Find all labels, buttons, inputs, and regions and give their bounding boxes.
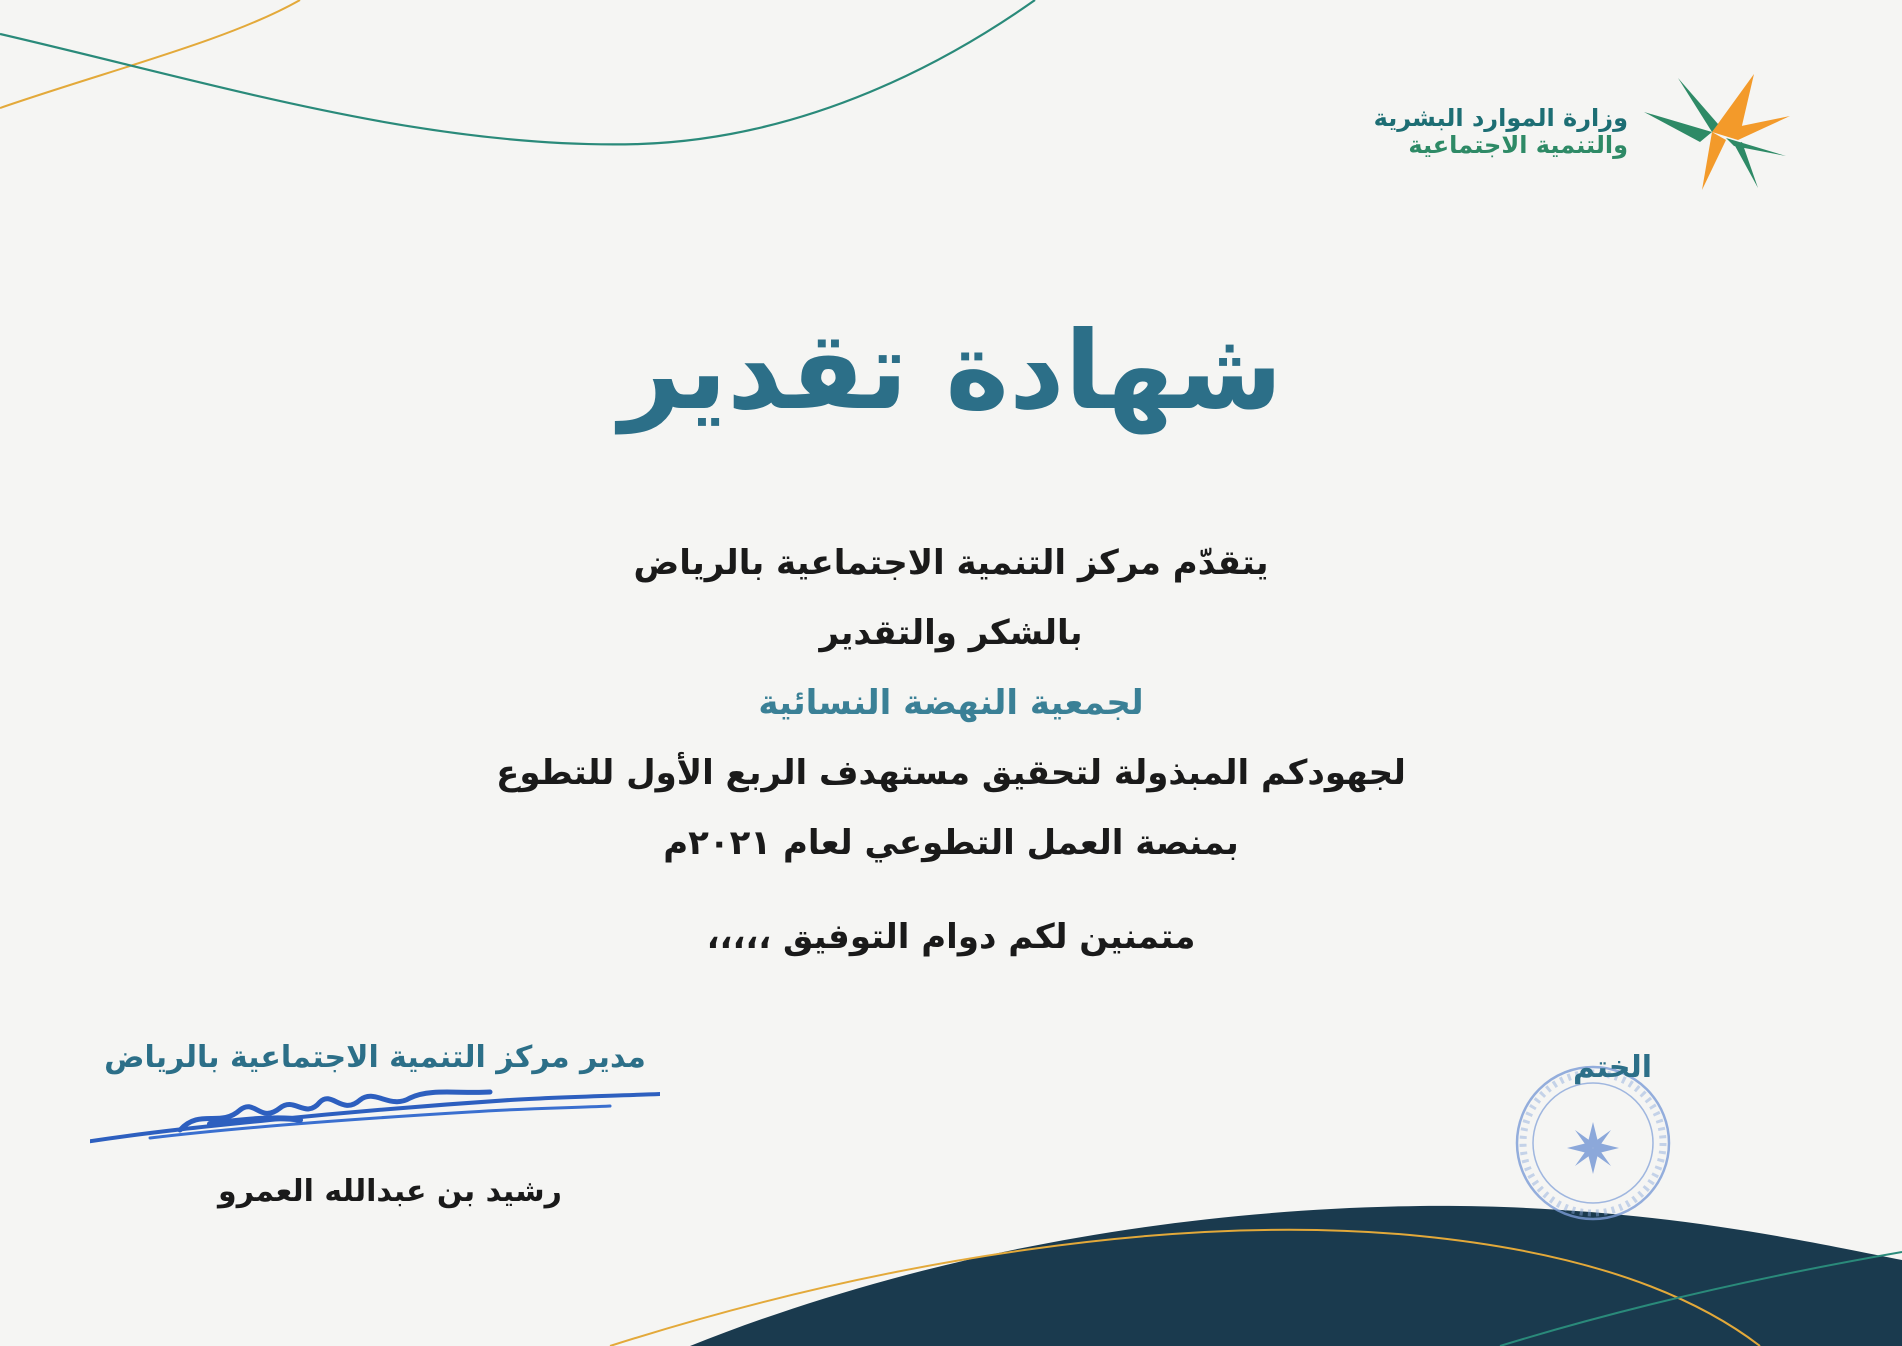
wish-line: متمنين لكم دوام التوفيق ،،،،، bbox=[706, 917, 1196, 957]
ministry-name-line1: وزارة الموارد البشرية bbox=[1373, 104, 1628, 132]
ministry-logo bbox=[1374, 72, 1792, 192]
reason-line: لجهودكم المبذولة لتحقيق مستهدف الربع الأول للتطوع bbox=[496, 753, 1406, 793]
presenter-line: يتقدّم مركز التنمية الاجتماعية بالرياض bbox=[633, 543, 1269, 583]
thanks-line: بالشكر والتقدير bbox=[819, 613, 1083, 653]
seal-label: الختم bbox=[1573, 1050, 1652, 1085]
signatory-name: رشيد بن عبدالله العمرو bbox=[218, 1174, 562, 1209]
certificate-body bbox=[0, 528, 1902, 972]
ministry-name-line2: والتنمية الاجتماعية bbox=[1408, 131, 1628, 159]
signatory-title: مدير مركز التنمية الاجتماعية بالرياض bbox=[104, 1040, 646, 1075]
handwritten-signature bbox=[90, 1080, 660, 1170]
seal-star-icon bbox=[1567, 1122, 1619, 1174]
certificate-title: شهادة تقدير bbox=[619, 309, 1283, 434]
ministry-name bbox=[1374, 105, 1628, 159]
signature-block bbox=[90, 1036, 660, 1214]
top-teal-curve bbox=[0, 0, 1035, 144]
platform-line: بمنصة العمل التطوعي لعام ٢٠٢١م bbox=[663, 823, 1239, 863]
top-gold-curve bbox=[0, 0, 300, 108]
recipient-line: لجمعية النهضة النسائية bbox=[758, 683, 1144, 723]
ministry-star-logo-icon bbox=[1642, 72, 1792, 192]
